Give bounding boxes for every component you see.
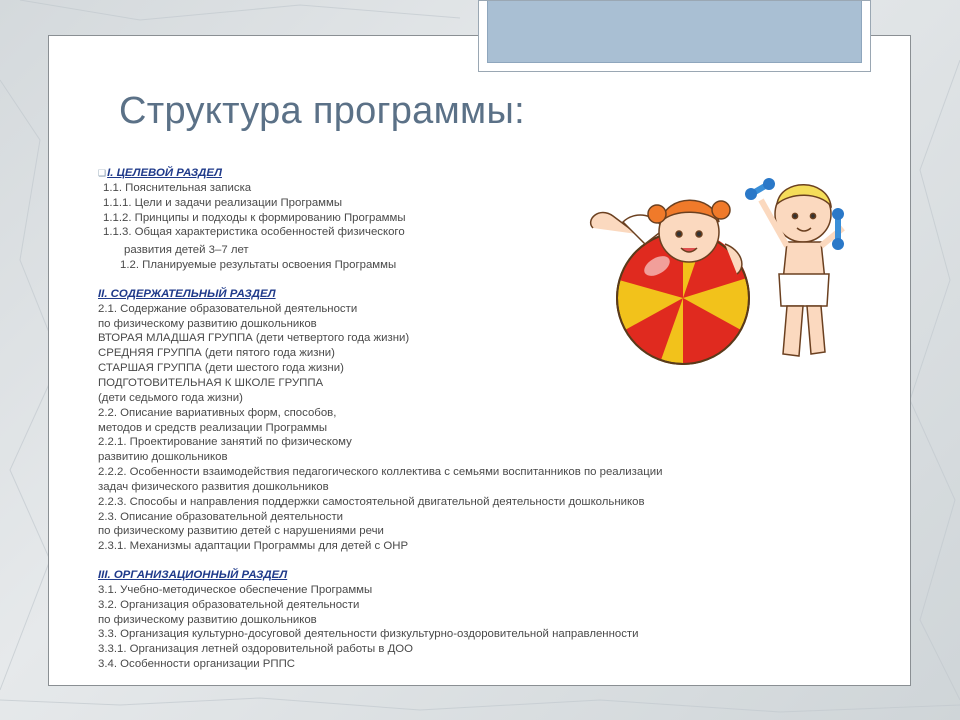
list-item: 3.2. Организация образовательной деятельности xyxy=(98,598,360,611)
list-item: развитию дошкольников xyxy=(98,451,228,464)
section-heading-label[interactable]: III. ОРГАНИЗАЦИОННЫЙ РАЗДЕЛ xyxy=(98,569,288,582)
list-item: 1.1.1. Цели и задачи реализации Программы xyxy=(103,196,343,209)
list-item: по физическому развитию детей с нарушениями речи xyxy=(98,525,384,538)
list-item: развития детей 3–7 лет xyxy=(124,244,249,257)
list-item: 2.3.1. Механизмы адаптации Программы для детей с ОНР xyxy=(98,540,409,553)
list-item: (дети седьмого года жизни) xyxy=(98,391,243,404)
section-heading-label[interactable]: II. СОДЕРЖАТЕЛЬНЫЙ РАЗДЕЛ xyxy=(98,287,276,300)
list-item: 1.1.3. Общая характеристика особенностей физического xyxy=(103,226,405,239)
list-item: СТАРШАЯ ГРУППА (дети шестого года жизни) xyxy=(98,362,344,375)
list-item: 2.1. Содержание образовательной деятельности xyxy=(98,302,358,315)
list-item: 2.3. Описание образовательной деятельности xyxy=(98,510,344,523)
list-item: 1.2. Планируемые результаты освоения Программы xyxy=(120,259,397,272)
decorative-header-fill xyxy=(487,1,862,63)
list-item: 3.1. Учебно-методическое обеспечение Программы xyxy=(98,583,373,596)
list-item: ПОДГОТОВИТЕЛЬНАЯ К ШКОЛЕ ГРУППА xyxy=(98,376,324,389)
kids-exercise-illustration xyxy=(565,170,855,400)
section-heading-label[interactable]: I. ЦЕЛЕВОЙ РАЗДЕЛ xyxy=(107,167,222,179)
list-item: 3.4. Особенности организации РППС xyxy=(98,658,295,671)
list-item: 2.2.3. Способы и направления поддержки самостоятельной двигательной деятельности дошкольников xyxy=(98,495,645,508)
list-item: 2.2.1. Проектирование занятий по физическому xyxy=(98,436,352,449)
list-item: по физическому развитию дошкольников xyxy=(98,317,317,330)
section-heading-3[interactable] xyxy=(98,568,798,583)
list-item: по физическому развитию дошкольников xyxy=(98,613,317,626)
list-item: 1.1. Пояснительная записка xyxy=(103,181,252,194)
list-item: 2.2. Описание вариативных форм, способов, xyxy=(98,406,337,419)
decorative-header-frame xyxy=(478,0,871,72)
square-bullet-icon: ❑ xyxy=(98,168,107,178)
list-item: задач физического развития дошкольников xyxy=(98,480,329,493)
list-item: 3.3. Организация культурно-досуговой деятельности физкультурно-оздоровительной направленности xyxy=(98,628,639,641)
list-item: 1.1.2. Принципы и подходы к формированию Программы xyxy=(103,211,406,224)
list-item: 2.2.2. Особенности взаимодействия педагогического коллектива с семьями воспитанников по реализации xyxy=(98,466,663,479)
boy-figure xyxy=(761,185,843,356)
slide-title: Структура программы: xyxy=(119,90,525,132)
list-item: СРЕДНЯЯ ГРУППА (дети пятого года жизни) xyxy=(98,347,335,360)
list-item: ВТОРАЯ МЛАДШАЯ ГРУППА (дети четвертого года жизни) xyxy=(98,332,410,345)
list-item: 3.3.1. Организация летней оздоровительной работы в ДОО xyxy=(98,643,414,656)
list-item: методов и средств реализации Программы xyxy=(98,421,328,434)
